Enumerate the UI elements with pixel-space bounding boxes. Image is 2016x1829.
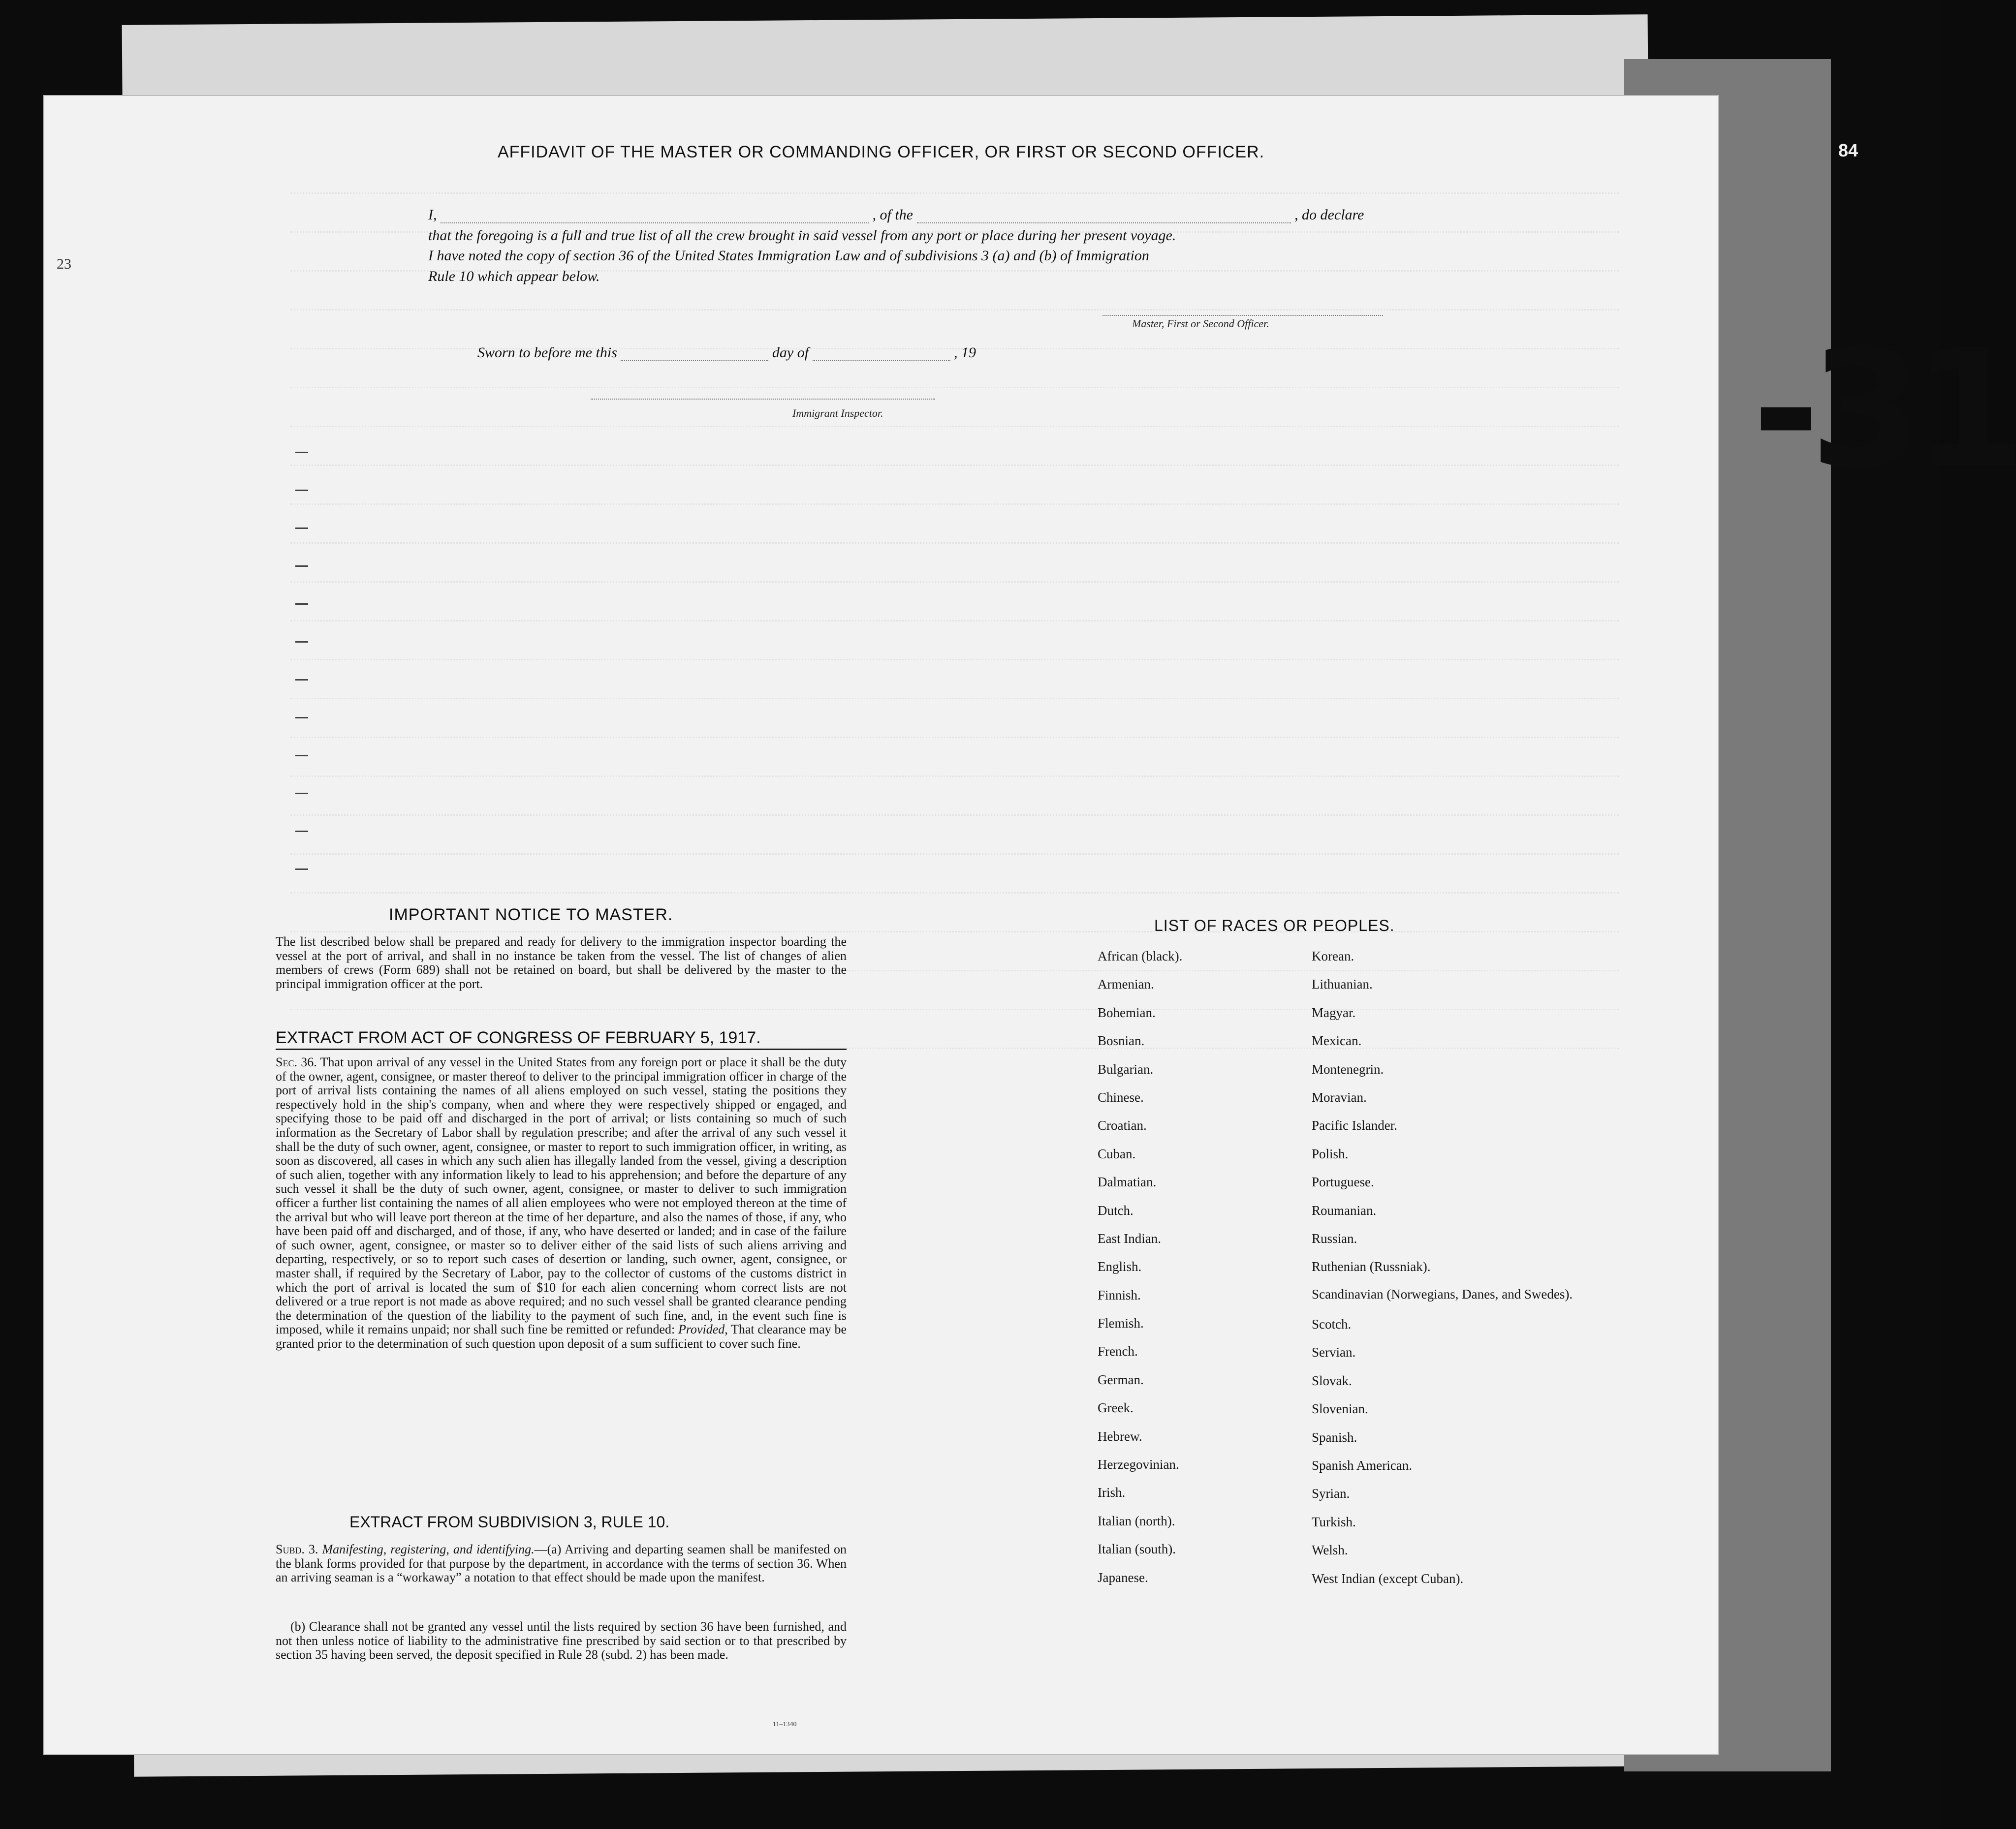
affidavit-declare: , do declare [1294,207,1364,223]
race-item: Herzegovinian. [1098,1457,1179,1472]
race-item: Pacific Islander. [1312,1118,1397,1133]
row-dash [295,793,308,794]
race-item: French. [1098,1344,1138,1359]
act-extract-heading: EXTRACT FROM ACT OF CONGRESS OF FEBRUARY 5, 1917. [276,1028,761,1047]
inspector-signature-line[interactable] [591,399,935,400]
race-item: Welsh. [1312,1543,1348,1558]
race-item: African (black). [1098,949,1183,963]
race-item: Japanese. [1098,1570,1148,1585]
notice-heading: IMPORTANT NOTICE TO MASTER. [389,905,673,924]
race-item: Polish. [1312,1146,1349,1161]
section-36-body: That upon arrival of any vessel in the United States from any foreign port or place it shall be the duty of the owner, agent, consignee, or master thereof to deliver to the principal immigration officer in charge of the port of arrival lists containing the names of all aliens employed on such vessel, stating the positions they respectively hold in the ship's company, when and where they were respectively shipped or engaged, and specifying those to be paid off and discharged in the port of arrival; or lists containing so much of such information as the Secretary of Labor shall by regulation prescribe; and after the arrival of any such vessel it shall be the duty of such owner, agent, consignee, or master to report to such immigration officer, in writing, as soon as discovered, all cases in which any such alien has illegally landed from the vessel, giving a description of such alien, together with any information likely to lead to his apprehension; and before the departure of any such vessel it shall be the duty of such owner, agent, consignee, or master to deliver to such immigration officer a further list containing the names of all alien employees who were not employed thereon at the time of the arrival but who will leave port thereon at the time of her departure, and also the names of those, if any, who have been paid off and discharged, and of those, if any, who have deserted or landed; and in case of the failure of such owner, agent, consignee, or master so to deliver either of the said lists of such aliens arriving and departing, respectively, or so to report such cases of desertion or landing, such owner, agent, consignee, or master shall, if required by the Secretary of Labor, pay to the collector of customs of the customs district in which the port of arrival is located the sum of $10 for each alien concerning whom correct lists are not delivered or a true report is not made as above required; and no such vessel shall be granted clearance pending the determination of the question of the liability to the payment of such fine, and, in the event such fine is imposed, while it remains unpaid; nor shall such fine be remitted or refunded: [276,1055,847,1337]
affidavit-i: I, [428,207,437,223]
row-dash [295,452,308,453]
race-item: Syrian. [1312,1486,1350,1501]
row-dash [295,641,308,643]
race-item: Spanish. [1312,1429,1357,1445]
row-dash [295,831,308,832]
race-item: English. [1098,1259,1142,1274]
race-item: Italian (north). [1098,1513,1175,1528]
race-item: Slovenian. [1312,1401,1368,1417]
race-item: Greek. [1098,1400,1134,1416]
race-item: Roumanian. [1312,1203,1377,1218]
inspector-caption: Immigrant Inspector. [792,407,883,419]
master-signature-line[interactable] [1102,315,1383,316]
sworn-line [477,344,976,361]
race-item: Montenegrin. [1312,1061,1384,1077]
sworn-prefix: Sworn to before me this [477,344,617,361]
races-right-column [1312,949,1573,1599]
row-dash [295,603,308,605]
race-item: Scotch. [1312,1317,1352,1332]
race-item: Spanish American. [1312,1458,1412,1473]
row-dash [295,527,308,529]
race-item: Ruthenian (Russniak). [1312,1259,1431,1274]
races-heading: LIST OF RACES OR PEOPLES. [1154,917,1395,934]
race-item: Magyar. [1312,1005,1356,1020]
race-item: Mexican. [1312,1033,1362,1049]
affidavit-line-3: I have noted the copy of section 36 of the United States Immigration Law and of subdivisions 3 (a) and (b) of Immigration [428,248,1149,264]
row-dash [295,717,308,718]
sworn-month-blank[interactable] [813,346,950,361]
affidavit-line-4: Rule 10 which appear below. [428,268,600,284]
row-dash [295,755,308,756]
race-item: Flemish. [1098,1316,1144,1331]
proviso-text: That clearance may be granted prior to the determination of such question upon deposit of a sum sufficient to cover such fine. [276,1322,847,1351]
race-item: Bohemian. [1098,1005,1156,1020]
race-item: Chinese. [1098,1089,1144,1105]
row-dash [295,679,308,681]
notice-text: The list described below shall be prepared and ready for delivery to the immigration inspector boarding the vessel at the port of arrival, and shall in no instance be taken from the vessel. The list of changes of alien members of crews (Form 689) shall not be retained on board, but shall be delivered by the master to the principal immigration officer at the port. [276,934,847,991]
subdivision-b-text: (b) Clearance shall not be granted any vessel until the lists required by section 36 have been furnished, and not then unless notice of liability to the administrative fine prescribed by said section or to that prescribed by section 35 having been served, the deposit specified in Rule 28 (subd. 2) has been made. [276,1619,847,1662]
race-item: Italian (south). [1098,1542,1176,1557]
sworn-year: , 19 [954,344,976,361]
race-item: Slovak. [1312,1373,1352,1388]
vessel-blank[interactable] [917,209,1291,223]
margin-mark: 23 [57,256,71,272]
subdivision-title: Manifesting, registering, and identifying. [322,1542,535,1556]
row-dash [295,565,308,567]
race-item: Scandinavian (Norwegians, Danes, and Swedes). [1312,1286,1573,1302]
race-item: Hebrew. [1098,1428,1142,1444]
form-code: 11–1340 [773,1721,797,1728]
affidavit-of-the: , of the [872,207,913,223]
race-item: Turkish. [1312,1514,1356,1529]
race-item: German. [1098,1372,1144,1387]
handwritten-mark: -31 [1752,315,2016,504]
row-dash [295,868,308,870]
master-signature-caption: Master, First or Second Officer. [1132,317,1269,330]
race-item: Korean. [1312,949,1354,963]
race-item: Armenian. [1098,977,1154,992]
race-item: Irish. [1098,1485,1126,1500]
section-36-text [276,1055,847,1351]
race-item: Moravian. [1312,1089,1367,1105]
race-item: Dutch. [1098,1203,1134,1218]
section-36-label: Sec. 36. [276,1055,317,1069]
affidavit-title: AFFIDAVIT OF THE MASTER OR COMMANDING OFFICER, OR FIRST OR SECOND OFFICER. [497,143,1265,161]
race-item: Russian. [1312,1231,1357,1246]
race-item: Portuguese. [1312,1175,1374,1190]
sworn-date-blank[interactable] [621,346,768,361]
race-item: Lithuanian. [1312,977,1373,992]
sworn-day-of: day of [772,344,809,361]
proviso-label: Provided, [678,1322,728,1337]
subdivision-a-text [276,1543,847,1585]
rule-extract-heading: EXTRACT FROM SUBDIVISION 3, RULE 10. [349,1513,670,1531]
race-item: East Indian. [1098,1231,1161,1246]
race-item: Bulgarian. [1098,1061,1154,1077]
subdivision-a-body: —(a) Arriving and departing seamen shall be manifested on the blank forms provided for that purpose by the department, in accordance with the terms of section 36. When an arriving seaman is a “workaway” a notation to that effect should be made upon the manifest. [276,1542,847,1585]
page-number: 84 [1838,140,1858,160]
race-item: Finnish. [1098,1287,1141,1302]
races-left-column [1098,949,1304,1598]
affidavit-line-1 [428,207,1364,223]
name-blank[interactable] [441,209,869,223]
race-item: West Indian (except Cuban). [1312,1571,1464,1586]
manifest-page [44,96,1718,1754]
race-item: Servian. [1312,1345,1356,1360]
race-item: Dalmatian. [1098,1175,1157,1190]
race-item: Croatian. [1098,1118,1147,1133]
act-extract-underline [276,1049,847,1050]
row-dash [295,490,308,491]
race-item: Cuban. [1098,1146,1136,1161]
race-item: Bosnian. [1098,1033,1145,1049]
affidavit-line-2: that the foregoing is a full and true list of all the crew brought in said vessel from any port or place during her present voyage. [428,227,1176,244]
subdivision-label: Subd. 3. [276,1542,318,1556]
